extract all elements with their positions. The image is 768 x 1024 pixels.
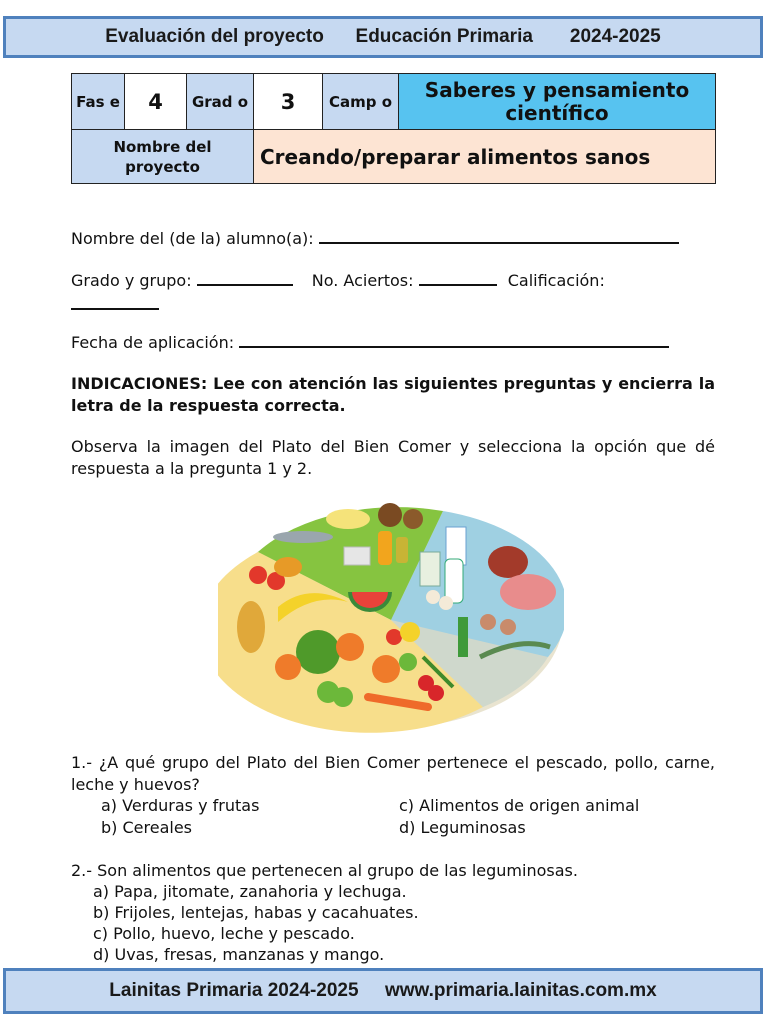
aciertos-blank[interactable] [419, 268, 497, 286]
footer-site: Lainitas Primaria 2024-2025 [109, 980, 359, 1001]
fase-label: Fas e [72, 74, 125, 130]
header-spacer [533, 26, 570, 48]
q2-option-d[interactable]: d) Uvas, fresas, manzanas y mango. [93, 945, 385, 964]
student-name-label: Nombre del (de la) alumno(a): [71, 229, 314, 248]
q2-option-c[interactable]: c) Pollo, huevo, leche y pescado. [93, 924, 355, 943]
student-name-row [71, 226, 715, 250]
instructions: INDICACIONES: Lee con atención las siguientes preguntas y encierra la letra de la respuesta correcta. [71, 374, 715, 415]
header-level: Educación Primaria [355, 26, 533, 47]
q1-option-a[interactable]: a) Verduras y frutas [101, 796, 260, 815]
asparagus-icon [458, 617, 468, 657]
proyecto-value: Creando/preparar alimentos sanos [254, 130, 716, 184]
q1-option-d[interactable]: d) Leguminosas [399, 818, 526, 837]
apple-icon [333, 687, 353, 707]
date-row [71, 330, 715, 354]
q1-option-c[interactable]: c) Alimentos de origen animal [399, 796, 640, 815]
grade-row [71, 268, 715, 292]
coconut-icon [403, 509, 423, 529]
meat-icon [500, 574, 556, 610]
grado-grupo-blank[interactable] [197, 268, 293, 286]
pepper-icon [400, 622, 420, 642]
orange-icon [336, 633, 364, 661]
orange-icon [372, 655, 400, 683]
q2-option-b[interactable]: b) Frijoles, lentejas, habas y cacahuates. [93, 903, 419, 922]
fecha-label: Fecha de aplicación: [71, 333, 235, 352]
cheese-icon [326, 509, 370, 529]
egg-icon [426, 590, 440, 604]
tomato-icon [249, 566, 267, 584]
calificacion-blank-row [71, 292, 715, 316]
fecha-blank[interactable] [239, 330, 669, 348]
pepper-icon [386, 629, 402, 645]
footer-url[interactable]: www.primaria.lainitas.com.mx [384, 980, 657, 1001]
aciertos-label: No. Aciertos: [311, 271, 414, 290]
header-title: Evaluación del proyecto [105, 26, 324, 47]
mango-icon [274, 557, 302, 577]
student-name-blank[interactable] [319, 226, 679, 244]
bottle-icon [396, 537, 408, 563]
ham-icon [488, 546, 528, 578]
pineapple-icon [237, 601, 265, 653]
pepper-icon [399, 653, 417, 671]
egg-icon [439, 596, 453, 610]
plato-del-bien-comer-image [218, 497, 564, 737]
footer-banner [3, 968, 763, 1014]
observe-text: Observa la imagen del Plato del Bien Comer y selecciona la opción que dé respuesta a la pregunta 1 y 2. [71, 437, 715, 478]
header-spacer [324, 26, 356, 48]
q2-option-a[interactable]: a) Papa, jitomate, zanahoria y lechuga. [93, 882, 407, 901]
header-banner [3, 16, 763, 58]
campo-value: Saberes y pensamiento científico [399, 74, 716, 130]
orange-icon [275, 654, 301, 680]
grado-grupo-label: Grado y grupo: [71, 271, 192, 290]
chicken-icon [500, 619, 516, 635]
container-icon [344, 547, 370, 565]
grado-label: Grad o [187, 74, 254, 130]
fase-value: 4 [125, 74, 187, 130]
tomato-icon [428, 685, 444, 701]
chicken-icon [480, 614, 496, 630]
project-info-table [71, 73, 716, 184]
grado-value: 3 [254, 74, 323, 130]
proyecto-label: Nombre del proyecto [72, 130, 254, 184]
q1-option-b[interactable]: b) Cereales [101, 818, 192, 837]
calificacion-label: Calificación: [507, 271, 605, 290]
bottle-icon [378, 531, 392, 565]
header-year: 2024-2025 [569, 26, 661, 47]
calificacion-blank[interactable] [71, 292, 159, 310]
grapes-icon [296, 630, 340, 674]
coconut-icon [378, 503, 402, 527]
question-2: 2.- Son alimentos que pertenecen al grupo de las leguminosas. [71, 861, 578, 880]
fish-icon [273, 531, 333, 543]
milk-carton-icon [420, 552, 440, 586]
question-1: 1.- ¿A qué grupo del Plato del Bien Comer pertenece el pescado, pollo, carne, leche y huevos? [71, 753, 715, 794]
campo-label: Camp o [323, 74, 399, 130]
footer-spacer [359, 980, 385, 1002]
